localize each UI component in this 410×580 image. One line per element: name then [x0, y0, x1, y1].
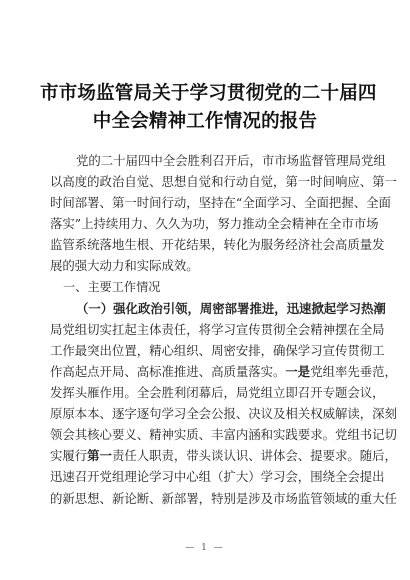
paragraph-2-line: 局党组切实扛起主体责任，将学习宣传贯彻全会精神摆在全局: [50, 321, 385, 337]
paragraph-2-text: 责任人职责，带头谈认识、讲体会、提要求。随后，: [111, 448, 397, 464]
paragraph-1-line: 落实”上持续用力、久久为功，努力推动全会精神在全市市场: [50, 216, 379, 232]
paragraph-2-text: 作高起点开局、高标准推进、高质量落实。: [50, 363, 286, 379]
section-heading-1: 一、主要工作情况: [63, 279, 161, 294]
emphasis-first-responsible: 第一: [87, 448, 112, 464]
paragraph-2-line: 工作最突出位置，精心组织、周密安排，确保学习宣传贯彻工: [50, 342, 385, 358]
paragraph-2-text: 实履行: [50, 448, 88, 464]
paragraph-2-line: 迅速召开党组理论学习中心组（扩大）学习会，围绕全会提出: [50, 469, 385, 485]
paragraph-1-line: 以高度的政治自觉、思想自觉和行动自觉，第一时间响应、第一: [50, 174, 397, 190]
paragraph-2-line: 领会其核心要义、精神实质、丰富内涵和实践要求。党组书记切: [50, 427, 397, 443]
paragraph-1-line: 监管系统落地生根、开花结果，转化为服务经济社会高质量发: [50, 237, 385, 253]
paragraph-2-line: [50, 445, 397, 466]
paragraph-2-line: 原原本本、逐字逐句学习全会公报、决议及相关权威解读，深刻: [50, 406, 397, 422]
title-line-1: 市市场监管局关于学习贯彻党的二十届四: [40, 83, 377, 104]
document-body: [50, 150, 397, 509]
paragraph-1-line: 展的强大动力和实际成效。: [50, 258, 199, 274]
paragraph-1-line: 党的二十届四中全会胜利召开后，市市场监督管理局党组: [76, 153, 386, 168]
document-title: [40, 80, 377, 136]
paragraph-2-line: 发挥头雁作用。全会胜利闭幕后，局党组立即召开专题会议，: [50, 385, 385, 401]
paragraph-2-line: 的新思想、新论断、新部署，特别是涉及市场监管领域的重大任: [50, 490, 397, 506]
paragraph-2-line: [50, 361, 397, 382]
subsection-heading-1: （一）强化政治引领，周密部署推进，迅速掀起学习热潮: [76, 300, 386, 316]
title-line-2: 中全会精神工作情况的报告: [92, 111, 318, 132]
page-number: — 1 —: [185, 543, 225, 553]
paragraph-1-line: 时间部署、第一时间行动，坚持在“全面学习、全面把握、全面: [50, 195, 391, 211]
paragraph-2-text: 党组率先垂范，: [310, 363, 397, 379]
emphasis-first: 一是: [285, 363, 311, 379]
